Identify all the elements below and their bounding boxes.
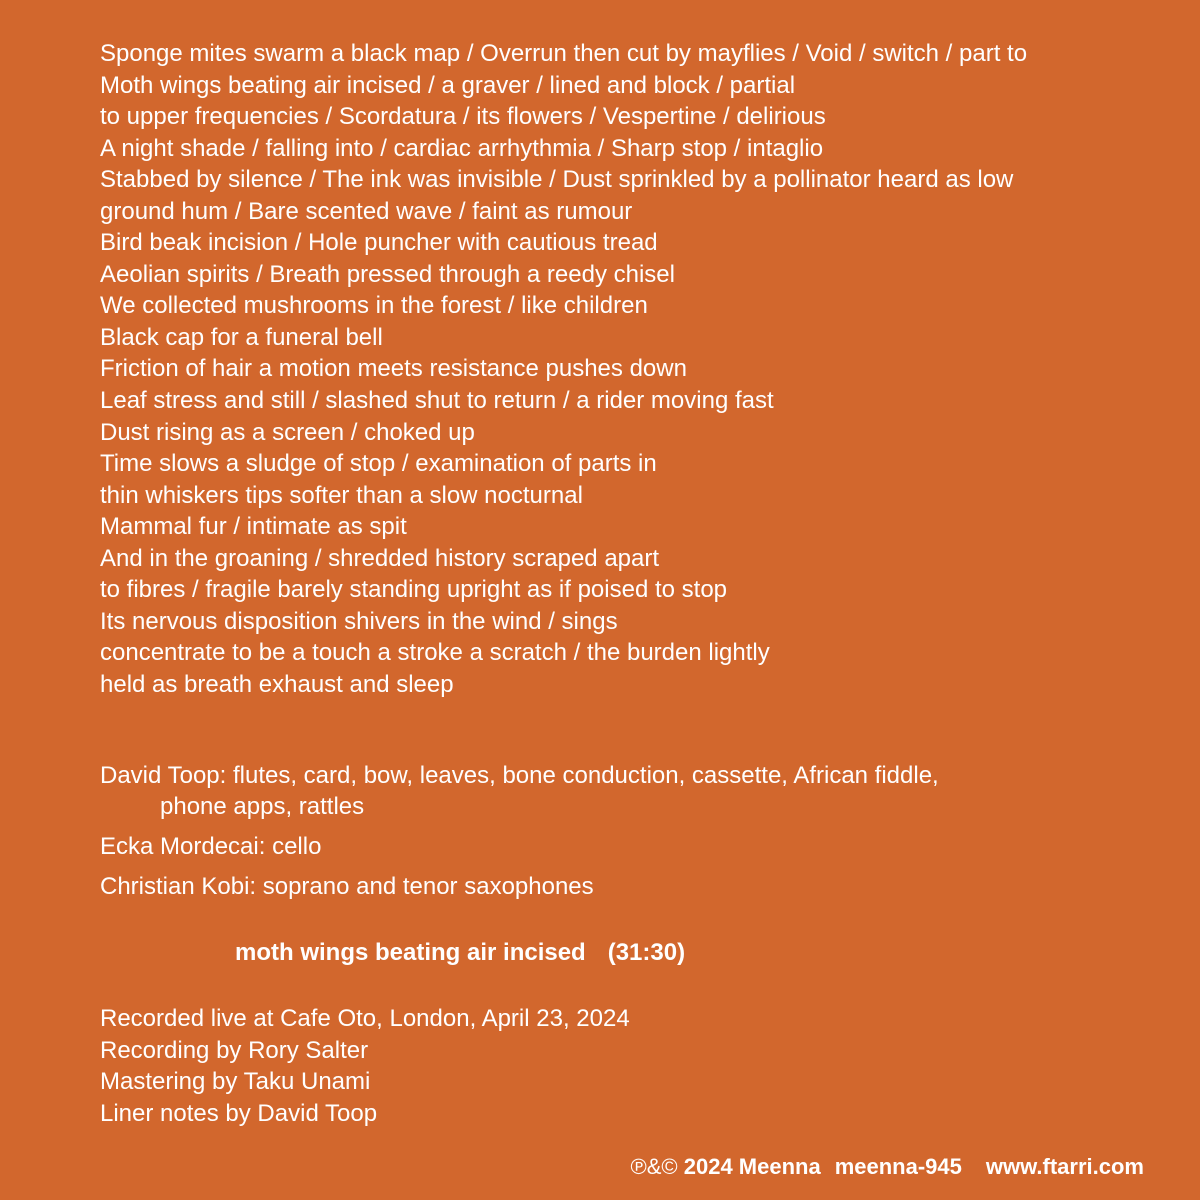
personnel-credits bbox=[100, 760, 1160, 911]
credit-christian-kobi: Christian Kobi: soprano and tenor saxophones bbox=[100, 873, 594, 900]
poem-line: We collected mushrooms in the forest / like children bbox=[100, 292, 648, 320]
poem-line: Bird beak incision / Hole puncher with cautious tread bbox=[100, 229, 658, 257]
copyright-symbols: ℗&© bbox=[630, 1154, 678, 1179]
track-duration: (31:30) bbox=[607, 939, 686, 966]
poem-text bbox=[100, 38, 1160, 700]
poem-line: Sponge mites swarm a black map / Overrun then cut by mayflies / Void / switch / part to bbox=[100, 40, 1028, 67]
catalog-number: meenna-945 bbox=[834, 1154, 962, 1179]
recording-line: Liner notes by David Toop bbox=[100, 1099, 378, 1127]
poem-line: Black cap for a funeral bell bbox=[100, 323, 383, 351]
poem-line: to fibres / fragile barely standing upright as if poised to stop bbox=[100, 576, 728, 604]
recording-line: Mastering by Taku Unami bbox=[100, 1068, 371, 1095]
track-title: moth wings beating air incised bbox=[235, 939, 586, 966]
recording-line: Recording by Rory Salter bbox=[100, 1036, 369, 1064]
poem-line: A night shade / falling into / cardiac arrhythmia / Sharp stop / intaglio bbox=[100, 134, 824, 162]
poem-line: to upper frequencies / Scordatura / its flowers / Vespertine / delirious bbox=[100, 103, 826, 131]
poem-line: ground hum / Bare scented wave / faint as rumour bbox=[100, 197, 633, 225]
recording-info bbox=[100, 1003, 630, 1129]
poem-line: Mammal fur / intimate as spit bbox=[100, 513, 407, 541]
poem-line: Its nervous disposition shivers in the wind / sings bbox=[100, 607, 618, 635]
credit-ecka-mordecai: Ecka Mordecai: cello bbox=[100, 833, 322, 860]
poem-line: Stabbed by silence / The ink was invisible / Dust sprinkled by a pollinator heard as low bbox=[100, 166, 1014, 194]
poem-line: Moth wings beating air incised / a graver / lined and block / partial bbox=[100, 71, 796, 99]
poem-line: concentrate to be a touch a stroke a scratch / the burden lightly bbox=[100, 639, 770, 667]
track-listing bbox=[235, 937, 685, 968]
copyright-year-label: 2024 Meenna bbox=[683, 1154, 821, 1179]
poem-line: Time slows a sludge of stop / examination of parts in bbox=[100, 450, 657, 478]
poem-line: held as breath exhaust and sleep bbox=[100, 670, 454, 698]
poem-line: thin whiskers tips softer than a slow nocturnal bbox=[100, 481, 583, 509]
credit-david-toop-continued: phone apps, rattles bbox=[160, 793, 365, 820]
credit-david-toop bbox=[100, 760, 1160, 822]
website-text: www.ftarri.com bbox=[985, 1154, 1144, 1179]
recording-line: Recorded live at Cafe Oto, London, April 23, 2024 bbox=[100, 1005, 630, 1032]
poem-line: Leaf stress and still / slashed shut to return / a rider moving fast bbox=[100, 387, 774, 415]
poem-line: Dust rising as a screen / choked up bbox=[100, 418, 475, 446]
credit-david-toop-text: David Toop: flutes, card, bow, leaves, bone conduction, cassette, African fiddle, bbox=[100, 762, 939, 789]
copyright-footer bbox=[631, 1152, 1144, 1182]
poem-line: And in the groaning / shredded history scraped apart bbox=[100, 544, 660, 572]
poem-line: Friction of hair a motion meets resistance pushes down bbox=[100, 355, 687, 383]
poem-line: Aeolian spirits / Breath pressed through a reedy chisel bbox=[100, 260, 675, 288]
